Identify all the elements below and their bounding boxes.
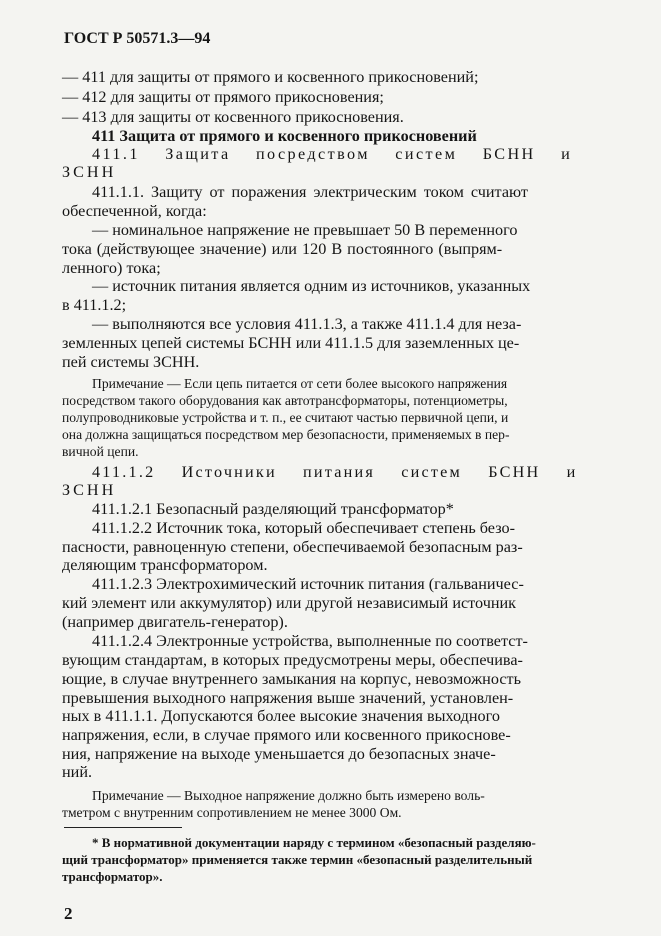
text-line: ний. (62, 763, 93, 781)
subsection-heading: 411.1 Защита посредством систем БСНН и (92, 145, 573, 163)
note-line: она должна защищаться посредством мер безопасности, применяемых в пер- (62, 427, 510, 442)
note-line: тметром с внутренним сопротивлением не менее 3000 Ом. (62, 805, 402, 820)
footnote-separator (64, 827, 182, 828)
text-line: ющие, в случае внутреннего замыкания на корпус, невозможность (62, 670, 521, 688)
text-line: превышения выходного напряжения выше значений, установлен- (62, 689, 514, 707)
text-line: в 411.1.2; (62, 296, 127, 314)
text-line: 411.1.2.1 Безопасный разделяющий трансформатор* (92, 500, 454, 518)
text-line: 411.1.2.4 Электронные устройства, выполненные по соответст- (92, 632, 528, 650)
text-line: — выполняются все условия 411.1.3, а также 411.1.4 для неза- (92, 315, 522, 333)
footnote-line: щий трансформатор» применяется также термин «безопасный разделительный (62, 852, 533, 867)
text-line: пасности, равноценную степени, обеспечиваемой безопасным раз- (62, 538, 523, 556)
footnote-line: * В нормативной документации наряду с термином «безопасный разделяю- (92, 835, 536, 850)
text-line: 411.1.2.3 Электрохимический источник питания (гальваничес- (92, 575, 524, 593)
text-line: — номинальное напряжение не превышает 50 В переменного (92, 221, 518, 239)
section-heading: 411 Защита от прямого и косвенного прикосновений (92, 127, 477, 145)
footnote-line: трансформатор». (62, 869, 163, 884)
page-header-title: ГОСТ Р 50571.3—94 (64, 30, 211, 47)
text-line: 411.1.2.2 Источник тока, который обеспечивает степень безо- (92, 519, 515, 537)
text-line: пей системы ЗСНН. (62, 353, 200, 371)
text-line: тока (действующее значение) или 120 В постоянного (выпрям- (62, 240, 503, 258)
text-line: ных в 411.1.1. Допускаются более высокие значения выходного (62, 707, 500, 725)
page-number: 2 (64, 904, 73, 923)
note-line: Примечание — Выходное напряжение должно быть измерено воль- (92, 788, 485, 803)
note-line: полупроводниковые устройства и т. п., ее считают частью первичной цепи, и (62, 410, 509, 425)
note-line: посредством такого оборудования как автотрансформаторы, потенциометры, (62, 393, 508, 408)
text-line: — источник питания является одним из источников, указанных (92, 277, 531, 295)
text-line: земленных цепей системы БСНН или 411.1.5 для заземленных це- (62, 334, 520, 352)
text-line: обеспеченной, когда: (62, 202, 207, 220)
text-line: кий элемент или аккумулятор) или другой независимый источник (62, 594, 517, 612)
text-line: — 412 для защиты от прямого прикосновения; (62, 88, 384, 106)
text-line: — 411 для защиты от прямого и косвенного прикосновений; (62, 68, 479, 86)
subsection-heading-cont: ЗСНН (62, 481, 117, 499)
text-line: (например двигатель-генератор). (62, 613, 288, 631)
subsection-heading-cont: ЗСНН (62, 163, 117, 181)
text-line: напряжения, если, в случае прямого или косвенного прикоснове- (62, 726, 511, 744)
text-line: 411.1.1. Защиту от поражения электрическим током считают (92, 183, 528, 201)
text-line: — 413 для защиты от косвенного прикосновения. (62, 108, 404, 126)
note-line: вичной цепи. (62, 444, 139, 459)
subsection-heading: 411.1.2 Источники питания систем БСНН и (92, 463, 578, 481)
text-line: ния, напряжение на выходе уменьшается до безопасных значе- (62, 745, 496, 763)
text-line: деляющим трансформатором. (62, 556, 268, 574)
text-line: вующим стандартам, в которых предусмотрены меры, обеспечива- (62, 651, 523, 669)
text-line: ленного) тока; (62, 259, 161, 277)
note-line: Примечание — Если цепь питается от сети более высокого напряжения (92, 376, 508, 391)
